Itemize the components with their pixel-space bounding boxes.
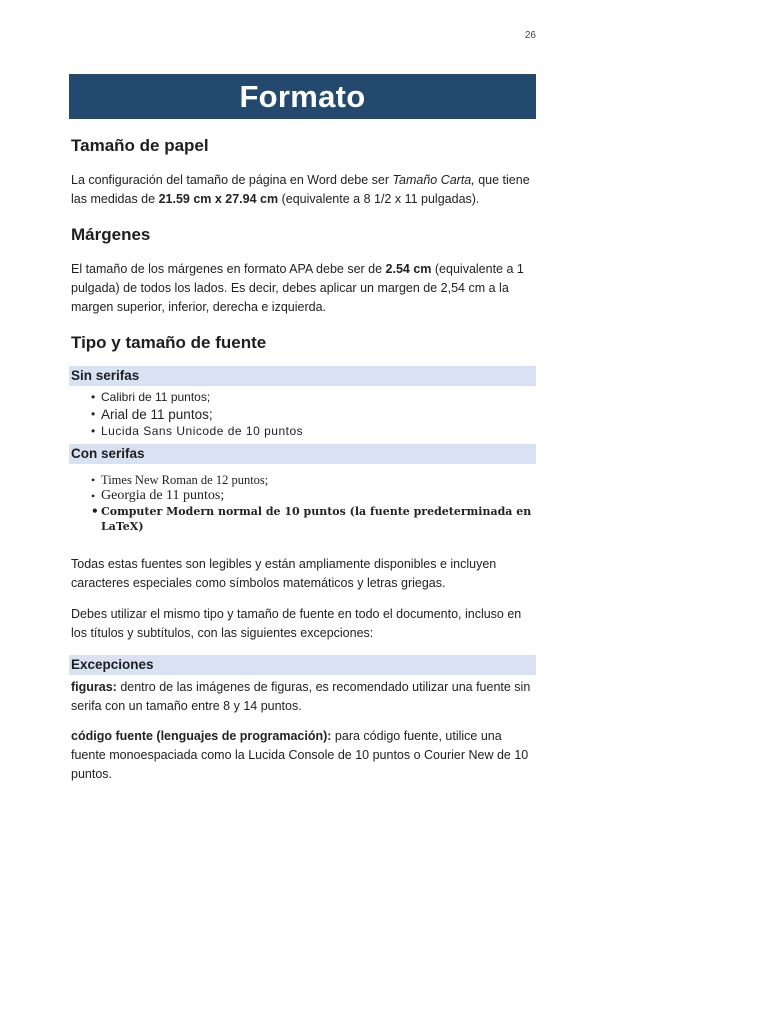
paper-text-1: La configuración del tamaño de página en Word debe ser — [71, 173, 393, 187]
paper-text-italic: Tamaño Carta, — [392, 173, 475, 187]
sans-serif-list — [71, 389, 536, 440]
list-item — [71, 472, 536, 488]
list-item — [71, 488, 536, 504]
paper-text-2: que tiene las medidas de — [71, 173, 530, 206]
exceptions-section — [71, 655, 536, 784]
code-exception — [71, 727, 536, 784]
paper-size-section — [71, 136, 536, 209]
font-item-text: Georgia de 11 puntos; — [101, 488, 225, 503]
font-item-text: Calibri de 11 puntos; — [101, 390, 211, 404]
paper-size-paragraph — [71, 171, 536, 209]
paper-text-3: (equivalente a 8 1/2 x 11 pulgadas). — [278, 192, 480, 206]
document-body — [71, 136, 536, 784]
list-item — [71, 504, 536, 534]
serif-label: Con serifas — [71, 446, 145, 461]
fonts-paragraph-1: Todas estas fuentes son legibles y están ampliamente disponibles e incluyen caracteres especiales como símbolos matemáticos y letras griegas. — [71, 557, 497, 590]
font-item-text: Lucida Sans Unicode de 10 puntos — [101, 424, 304, 438]
list-item — [71, 423, 536, 440]
sans-serif-label: Sin serifas — [71, 368, 140, 383]
figures-term: figuras: — [71, 680, 117, 694]
sans-serif-band — [69, 366, 536, 386]
page-title-banner — [69, 74, 536, 119]
bullet: • — [91, 504, 99, 518]
bullet: • — [91, 407, 96, 421]
bullet: • — [91, 489, 96, 503]
bullet: • — [91, 424, 96, 438]
margins-text-2: (equivalente a 1 pulgada) de todos los lados. Es decir, debes aplicar un margen de 2,54 cm a la margen superior, inferior, derecha e izquierda. — [71, 262, 524, 314]
exceptions-label: Excepciones — [71, 657, 154, 672]
code-term: código fuente (lenguajes de programación): — [71, 729, 332, 743]
figures-exception — [71, 678, 536, 716]
fonts-section — [71, 333, 536, 643]
margins-section — [71, 225, 536, 317]
fonts-heading: Tipo y tamaño de fuente — [71, 333, 267, 352]
font-item-text: Arial de 11 puntos; — [101, 407, 213, 422]
bullet: • — [91, 473, 96, 487]
margins-heading: Márgenes — [71, 225, 151, 244]
figures-text: dentro de las imágenes de figuras, es recomendado utilizar una fuente sin serifa con un tamaño entre 8 y 14 puntos. — [71, 680, 531, 713]
code-text: para código fuente, utilice una fuente monoespaciada como la Lucida Console de 10 puntos o Courier New de 10 puntos. — [71, 729, 529, 781]
page-title: Formato — [239, 78, 366, 114]
paper-size-heading: Tamaño de papel — [71, 136, 209, 155]
bullet: • — [91, 390, 96, 404]
serif-list — [71, 472, 536, 534]
font-item-text: Computer Modern normal de 10 puntos (la fuente predeterminada en LaTeX) — [101, 505, 532, 533]
list-item — [71, 389, 536, 406]
margins-paragraph — [71, 260, 536, 317]
list-item — [71, 406, 536, 423]
fonts-paragraph-2: Debes utilizar el mismo tipo y tamaño de fuente en todo el documento, incluso en los títulos y subtítulos, con las siguientes excepciones: — [71, 607, 522, 640]
exceptions-band — [69, 655, 536, 675]
margins-text-1: El tamaño de los márgenes en formato APA debe ser de — [71, 262, 386, 276]
serif-band — [69, 444, 536, 464]
page-number: 26 — [524, 30, 536, 41]
font-item-text: Times New Roman de 12 puntos; — [101, 473, 269, 487]
margins-text-bold: 2.54 cm — [385, 262, 432, 276]
paper-text-bold: 21.59 cm x 27.94 cm — [158, 192, 279, 206]
